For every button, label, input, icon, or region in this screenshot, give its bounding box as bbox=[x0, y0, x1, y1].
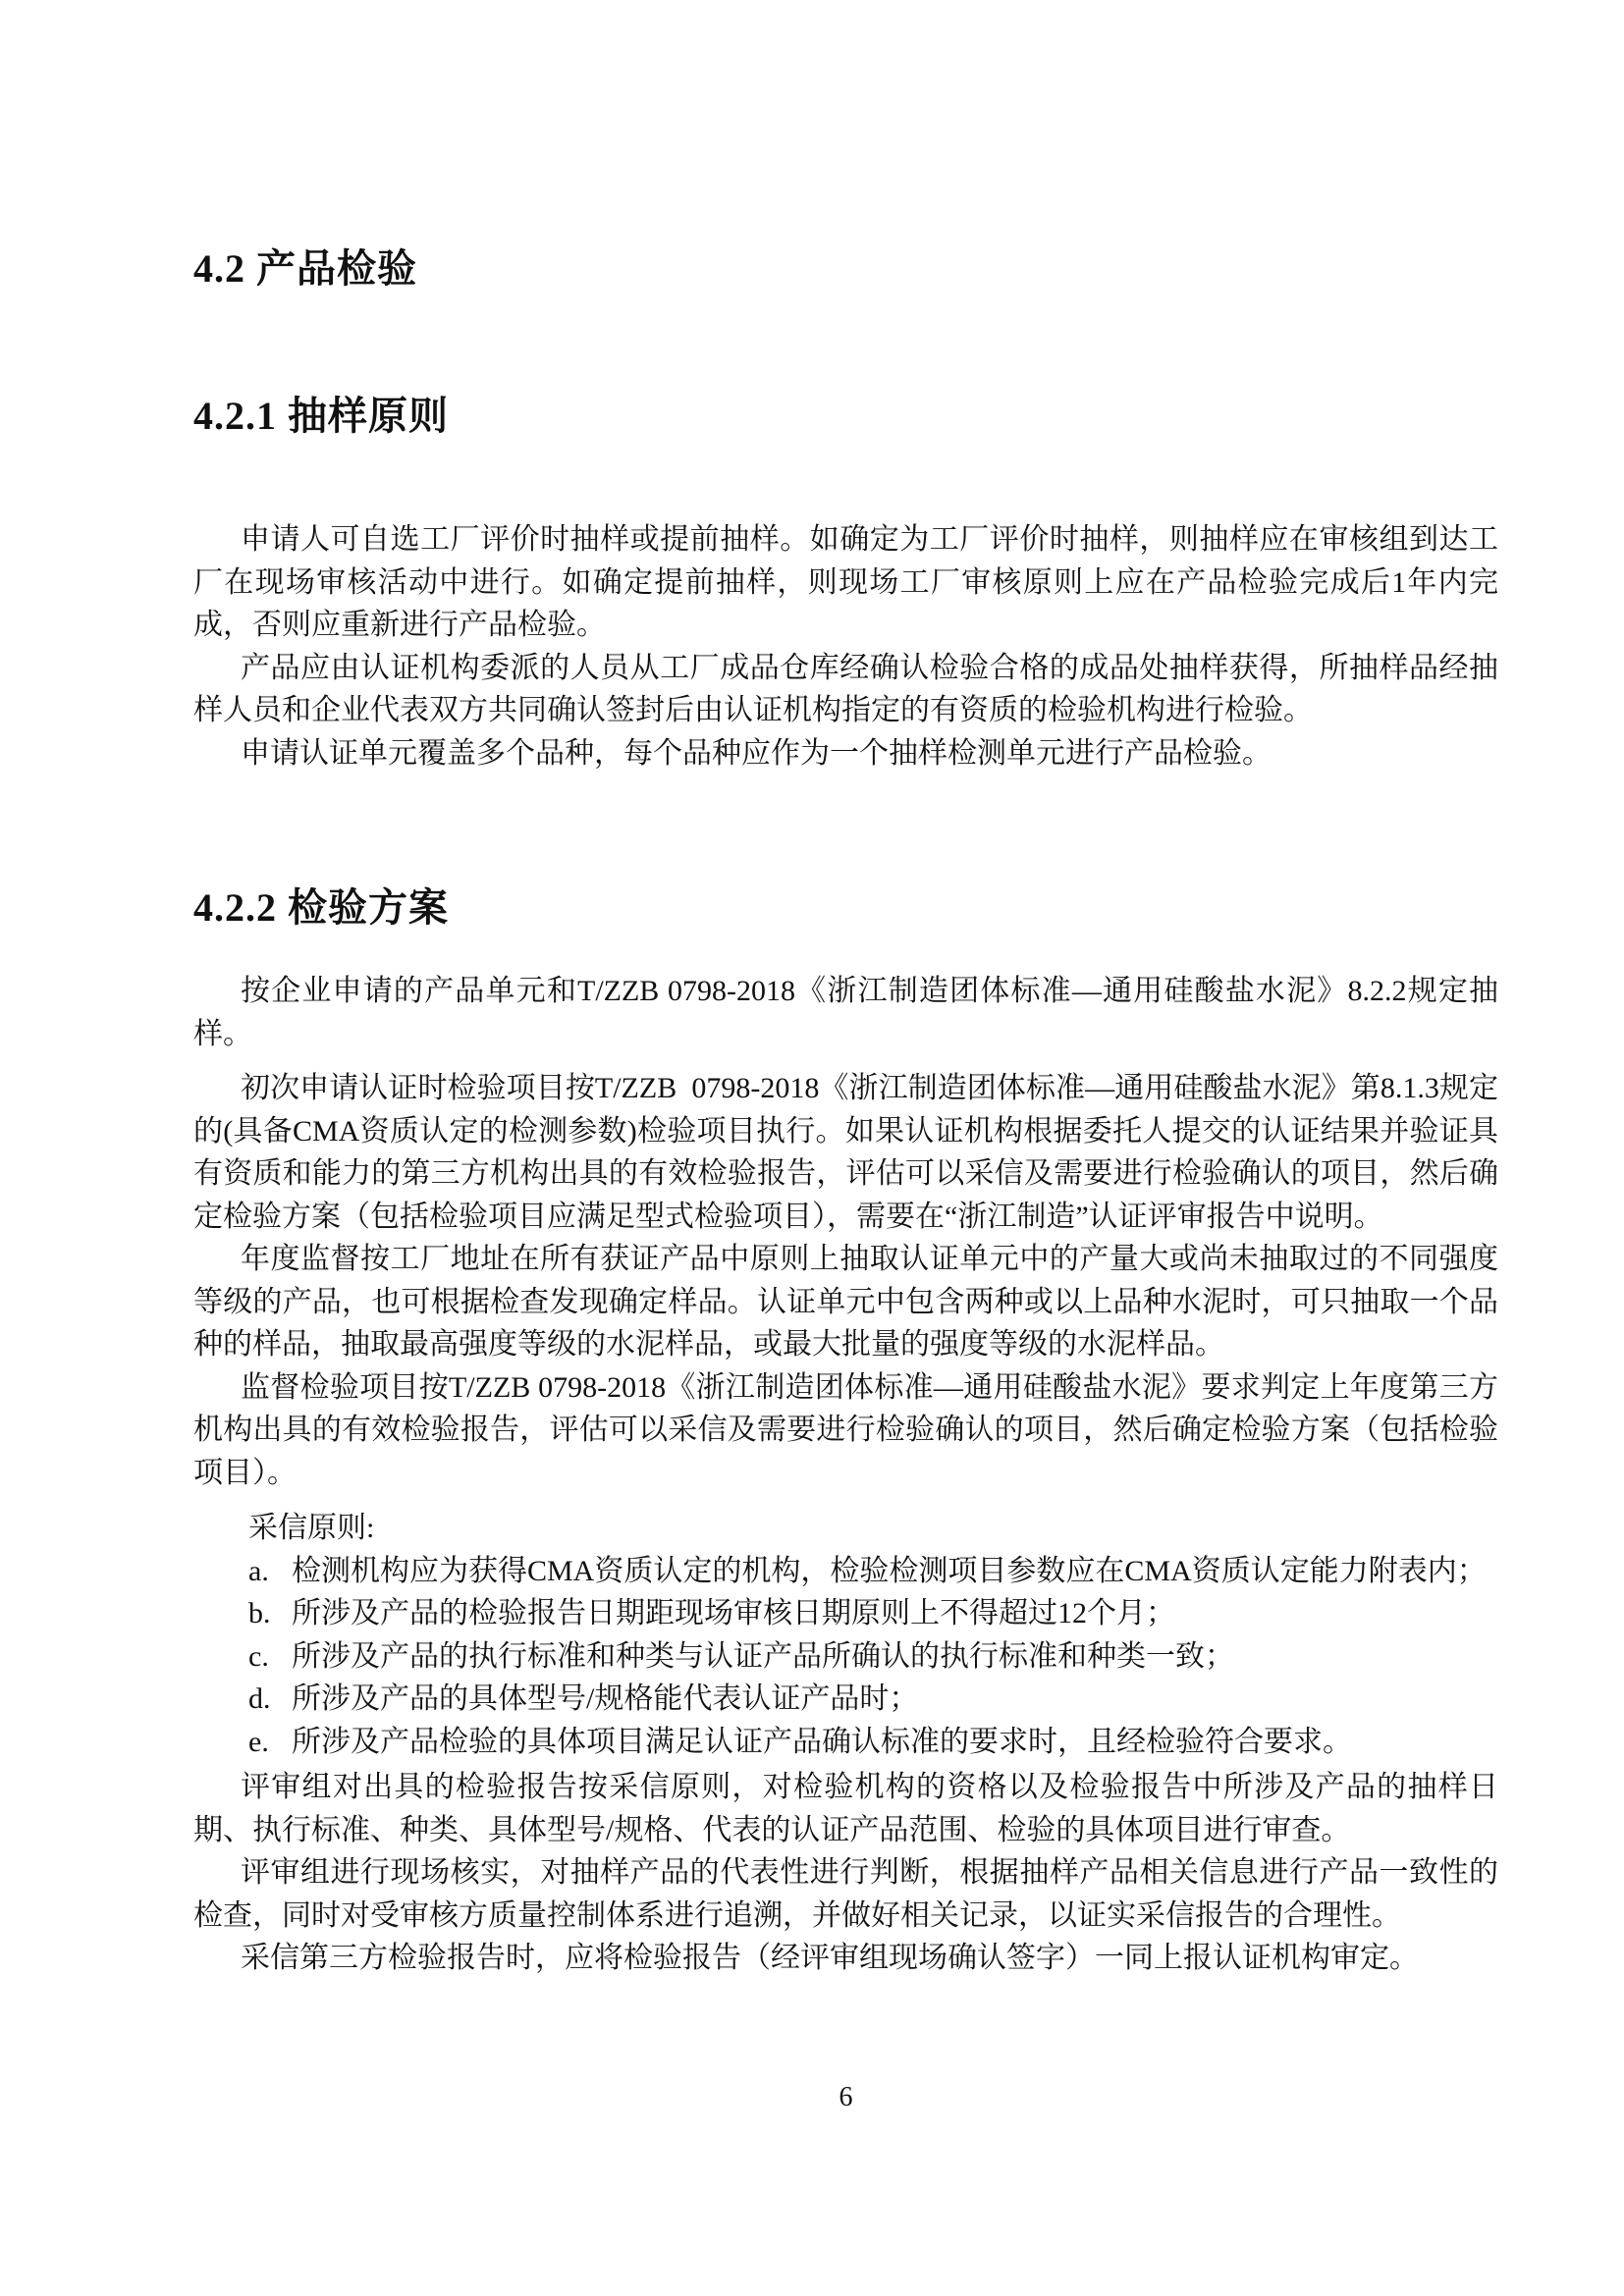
list-item bbox=[193, 1550, 1498, 1593]
paragraph: 年度监督按工厂地址在所有获证产品中原则上抽取认证单元中的产量大或尚未抽取过的不同强度等级的产品，也可根据检查发现确定样品。认证单元中包含两种或以上品种水泥时，可只抽取一个品种的样品，抽取最高强度等级的水泥样品，或最大批量的强度等级的水泥样品。 bbox=[193, 1243, 1498, 1361]
paragraph: 申请认证单元覆盖多个品种，每个品种应作为一个抽样检测单元进行产品检验。 bbox=[241, 736, 1272, 770]
list-item-text: 所涉及产品检验的具体项目满足认证产品确认标准的要求时，且经检验符合要求。 bbox=[292, 1725, 1352, 1758]
section-heading-4-2-2: 4.2.2 检验方案 bbox=[193, 885, 449, 930]
paragraph: 初次申请认证时检验项目按T/ZZB 0798-2018《浙江制造团体标准—通用硅酸盐水泥》第8.1.3规定的(具备CMA资质认定的检测参数)检验项目执行。如果认证机构根据委托人提交的认证结果并验证具有资质和能力的第三方机构出具的有效检验报告，评估可以采信及需要进行检验确认的项目，然后确定检验方案（包括检验项目应满足型式检验项目），需要在“浙江制造”认证评审报告中说明。 bbox=[193, 1072, 1498, 1233]
list-item-label: d. bbox=[248, 1682, 271, 1715]
list-item-text: 所涉及产品的检验报告日期距现场审核日期原则上不得超过12个月； bbox=[292, 1597, 1175, 1629]
list-item-label: a. bbox=[248, 1554, 269, 1587]
list-item-text: 所涉及产品的具体型号/规格能代表认证产品时； bbox=[292, 1682, 919, 1715]
list-item-label: b. bbox=[248, 1597, 271, 1629]
list-item-label: e. bbox=[248, 1725, 269, 1758]
list-item bbox=[193, 1592, 1498, 1635]
paragraph: 采信第三方检验报告时，应将检验报告（经评审组现场确认签字）一同上报认证机构审定。 bbox=[241, 1942, 1419, 1974]
paragraph: 按企业申请的产品单元和T/ZZB 0798-2018《浙江制造团体标准—通用硅酸盐水泥》8.2.2规定抽样。 bbox=[193, 975, 1498, 1050]
paragraph: 评审组进行现场核实，对抽样产品的代表性进行判断，根据抽样产品相关信息进行产品一致性的检查，同时对受审核方质量控制体系进行追溯，并做好相关记录，以证实采信报告的合理性。 bbox=[193, 1856, 1498, 1932]
paragraph: 申请人可自选工厂评价时抽样或提前抽样。如确定为工厂评价时抽样，则抽样应在审核组到达工厂在现场审核活动中进行。如确定提前抽样，则现场工厂审核原则上应在产品检验完成后1年内完成，否则应重新进行产品检验。 bbox=[193, 523, 1498, 641]
paragraph: 产品应由认证机构委派的人员从工厂成品仓库经确认检验合格的成品处抽样获得，所抽样品经抽样人员和企业代表双方共同确认签封后由认证机构指定的有资质的检验机构进行检验。 bbox=[193, 651, 1498, 726]
list-item-text: 检测机构应为获得CMA资质认定的机构，检验检测项目参数应在CMA资质认定能力附表内； bbox=[292, 1554, 1487, 1587]
list-item-label: c. bbox=[248, 1639, 269, 1673]
list-item bbox=[193, 1678, 1498, 1721]
page-number: 6 bbox=[839, 2081, 853, 2112]
section-heading-4-2-1: 4.2.1 抽样原则 bbox=[193, 394, 449, 438]
list-item bbox=[193, 1721, 1498, 1764]
section-heading-4-2: 4.2 产品检验 bbox=[193, 246, 417, 291]
paragraph: 评审组对出具的检验报告按采信原则，对检验机构的资格以及检验报告中所涉及产品的抽样日期、执行标准、种类、具体型号/规格、代表的认证产品范围、检验的具体项目进行审查。 bbox=[193, 1771, 1498, 1846]
paragraph: 监督检验项目按T/ZZB 0798-2018《浙江制造团体标准—通用硅酸盐水泥》要求判定上年度第三方机构出具的有效检验报告，评估可以采信及需要进行检验确认的项目，然后确定检验方案（包括检验项目）。 bbox=[193, 1370, 1498, 1489]
list-intro: 采信原则: bbox=[248, 1512, 375, 1544]
list-item bbox=[193, 1635, 1498, 1679]
list-item-text: 所涉及产品的执行标准和种类与认证产品所确认的执行标准和种类一致； bbox=[292, 1639, 1234, 1673]
